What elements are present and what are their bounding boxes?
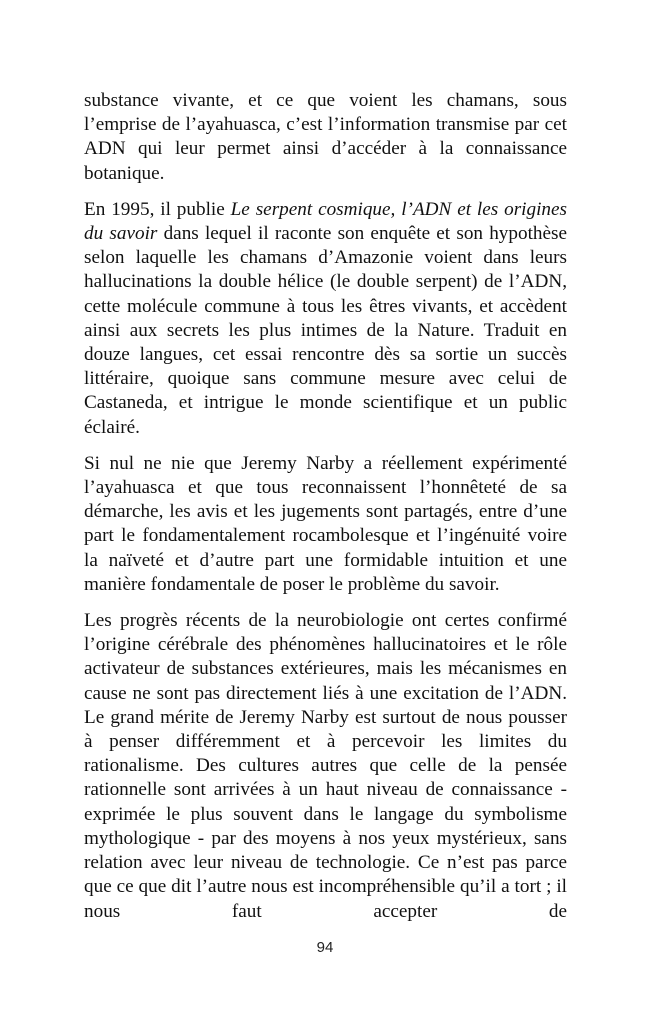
book-title: Le serpent cosmique, l’ADN et les origines du savoir [84, 198, 568, 245]
paragraph-4: Les progrès récents de la neurobiologie ont certes confirmé l’origine cérébrale des phénomènes hallucinatoires et le rôle activateur de substances extérieures, mais les mécanismes en cause ne sont pas directement liés à une excitation de l’ADN. Le grand mérite de Jeremy Narby est surtout de nous pousser à penser différemment et à percevoir les limites du rationalisme. Des cultures autres que celle de la pensée rationnelle sont arrivées à un haut niveau de connaissance - exprimée le plus souvent dans le langage du symbolisme mythologique - par des moyens à nos yeux mystérieux, sans relation avec leur niveau de technologie. Ce n’est pas parce que ce que dit l’autre nous est incompréhensible qu’il a tort ; il nous faut accepter de [84, 610, 567, 922]
paragraph-3: Si nul ne nie que Jeremy Narby a réellement expérimenté l’ayahuasca et que tous reconnaissent l’honnêteté de sa démarche, les avis et les jugements sont partagés, entre d’une part le fondamentalement rocambolesque et l’ingénuité voire la naïveté et d’autre part une formidable intuition et une manière fondamentale de poser le problème du savoir. [84, 452, 567, 595]
page-body [84, 89, 567, 936]
paragraph-2 [84, 198, 567, 440]
page-number: 94 [316, 939, 334, 956]
paragraph-2-lead: En 1995, il publie [84, 198, 231, 220]
paragraph-2-rest: dans lequel il raconte son enquête et son hypothèse selon laquelle les chamans d’Amazonie voient dans leurs hallucinations la double hélice (le double serpent) de l’ADN, cette molécule commune à tous les êtres vivants, et accèdent ainsi aux secrets les plus intimes de la Nature. Traduit en douze langues, cet essai rencontre dès sa sortie un succès littéraire, quoique sans commune mesure avec celui de Castaneda, et intrigue le monde scientifique et un public éclairé. [84, 223, 568, 438]
paragraph-1: substance vivante, et ce que voient les chamans, sous l’emprise de l’ayahuasca, c’est l’information transmise par cet ADN qui leur permet ainsi d’accéder à la connaissance botanique. [84, 90, 567, 184]
